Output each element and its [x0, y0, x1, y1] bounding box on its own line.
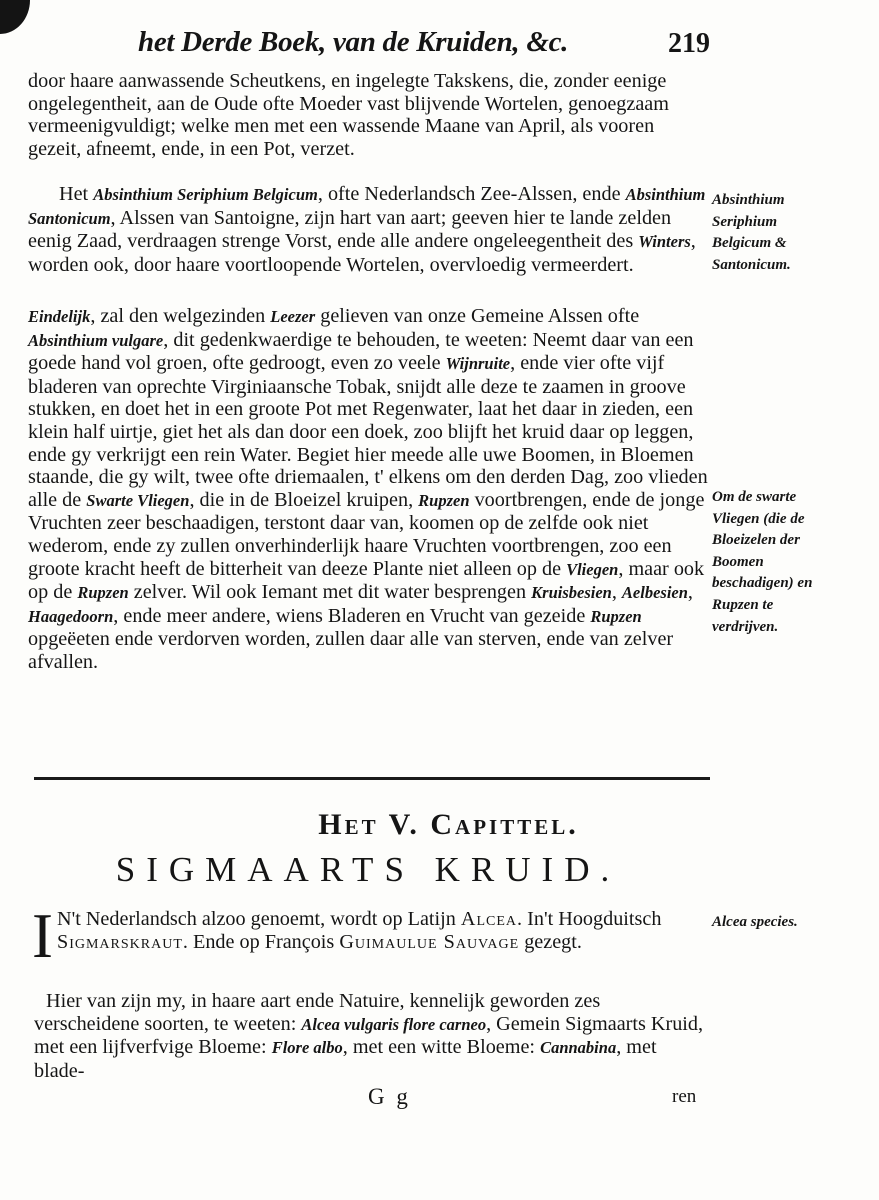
small-caps-run: Alcea [460, 908, 518, 930]
text-run: Hier van zijn my, in haare aart ende Natuire, kennelijk geworden zes verscheidene soorten, te weeten: [34, 990, 601, 1035]
signature-mark: G g [368, 1084, 411, 1109]
paragraph-1-text: door haare aanwassende Scheutkens, en ingelegte Takskens, die, zonder eenige ongelegentheit, aan de Oude ofte Moeder vast blijvende Wortelen, genoegzaam vermeenigvuldigt; welke men met een wassende Maane van April, als vooren gezeit, afneemt, ende, in een Pot, verzet. [28, 70, 669, 160]
text-run: , Gemein Sigmaarts Kruid, met een lijfverfvige Bloeme: [34, 1012, 704, 1059]
text-run: N't Nederlandsch alzoo genoemt, wordt op Latijn [56, 908, 461, 930]
paragraph-3-text [28, 305, 708, 674]
text-run: , met blade- [34, 1036, 657, 1082]
italic-run: Rupzen [418, 490, 470, 510]
page-number: 219 [668, 28, 710, 59]
italic-run: Kruisbesien [531, 583, 612, 603]
running-head-title: het Derde Boek, van de Kruiden, &c. [138, 26, 569, 58]
paragraph-2-text [28, 183, 708, 276]
italic-run: Rupzen [590, 606, 642, 626]
italic-run: Alcea vulgaris flore carneo [301, 1014, 487, 1034]
paragraph-4-text [32, 901, 706, 971]
text-run: , dit gedenkwaerdige te behouden, te weeten: Neemt daar van een goede hand vol groen, ofte gedroogt, even zo veele [28, 328, 694, 375]
italic-run: Absinthium Seriphium Belgicum [93, 185, 318, 204]
paragraph-2 [28, 183, 708, 276]
text-run: , [687, 581, 693, 604]
text-run: Het [59, 183, 94, 205]
margin-note-swarte-vliegen: Om de swarte Vliegen (die de Bloeizelen der Boomen beschadigen) en Rupzen te verdrijven. [712, 489, 813, 635]
italic-run: Absinthium Santonicum [28, 185, 706, 228]
margin-note-alcea-species: Alcea species. [712, 914, 798, 930]
text-run: , Alssen van Santoigne, zijn hart van aart; geeven hier te lande zelden eenig Zaad, verdraagen strenge Vorst, ende alle andere ongeleegentheit des [28, 206, 672, 253]
text-run: , [611, 581, 622, 604]
italic-run: Rupzen [77, 583, 129, 603]
italic-run: Haagedoorn [28, 606, 114, 626]
chapter-title: SIGMAARTS KRUID. [115, 850, 621, 889]
text-run: . In't Hoogduitsch [517, 908, 662, 930]
italic-run: Aelbesien [621, 583, 688, 603]
small-caps-run: Guimaulue Sauvage [339, 930, 520, 953]
italic-run: Wijnruite [445, 354, 511, 374]
text-run: gezegt. [519, 930, 582, 953]
text-run: , die in de Bloeizel kruipen, [189, 488, 419, 511]
text-run: opgeëeten ende verdorven worden, zullen daar alle van sterven, ende van zelver afvallen. [28, 628, 674, 673]
paragraph-3 [28, 305, 708, 674]
margin-note-absinthium: Absinthium Seriphium Belgicum & Santonicum. [712, 192, 791, 273]
paragraph-5 [34, 990, 706, 1082]
italic-run: Leezer [270, 307, 316, 326]
text-run: gelieven van onze Gemeine Alssen ofte [315, 305, 640, 327]
paragraph-1 [28, 70, 708, 160]
page-footer [0, 1084, 879, 1114]
italic-run: Absinthium vulgare [28, 330, 164, 350]
paragraph-4 [32, 901, 706, 971]
text-run: , met een witte Bloeme: [342, 1036, 541, 1059]
italic-run: Cannabina [540, 1038, 617, 1058]
running-head [138, 26, 718, 70]
text-run: zelver. Wil ook Iemant met dit water besprengen [128, 581, 532, 604]
text-run: , ende meer andere, wiens Bladeren en Vrucht van gezeide [113, 604, 591, 627]
catchword: ren [672, 1086, 697, 1107]
italic-run: Flore albo [271, 1038, 343, 1058]
book-spine-edge [0, 0, 30, 34]
drop-cap: I [32, 901, 53, 971]
section-divider [34, 777, 710, 780]
text-run: . Ende op François [182, 930, 340, 953]
chapter-number: Het V. Capittel. [318, 808, 579, 841]
italic-run: Winters [638, 232, 691, 252]
small-caps-run: Sigmarskraut [56, 930, 183, 953]
italic-run: Eindelijk [28, 307, 91, 326]
text-run: , worden ook, door haare voortloopende Wortelen, overvloedig vermeerdert. [28, 230, 696, 276]
text-run: voortbrengen, ende de jonge Vruchten zeer beschaadigen, terstont daar van, koomen op de zelfde ook niet wederom, ende zy zullen onverhinderlijk haare Vruchten voortbrengen, zoo een groote kracht heeft de bitterheit van deeze Plante niet alleen op de [28, 488, 705, 580]
text-run: , zal den welgezinden [90, 305, 271, 327]
italic-run: Vliegen [566, 559, 619, 579]
paragraph-5-text [34, 990, 706, 1082]
text-run: , ende vier ofte vijf bladeren van oprechte Virginiaansche Tobak, snijdt alle deze te zaamen in groove stukken, en doet het in een groote Pot met Regenwater, laat het daar in zieden, een klein half uirtje, giet het als dan door een doek, zoo blijft het kruid daar op leggen, ende gy verkrijgt een rein Water. Begiet hier meede alle uwe Boomen, in Bloemen staande, die gy wilt, twee ofte driemaalen, t' elkens om den derden Dag, zoo vlieden alle de [28, 352, 708, 511]
italic-run: Swarte Vliegen [86, 490, 190, 510]
text-run: , ofte Nederlandsch Zee-Alssen, ende [317, 183, 626, 205]
text-run: , maar ook op de [28, 557, 705, 604]
